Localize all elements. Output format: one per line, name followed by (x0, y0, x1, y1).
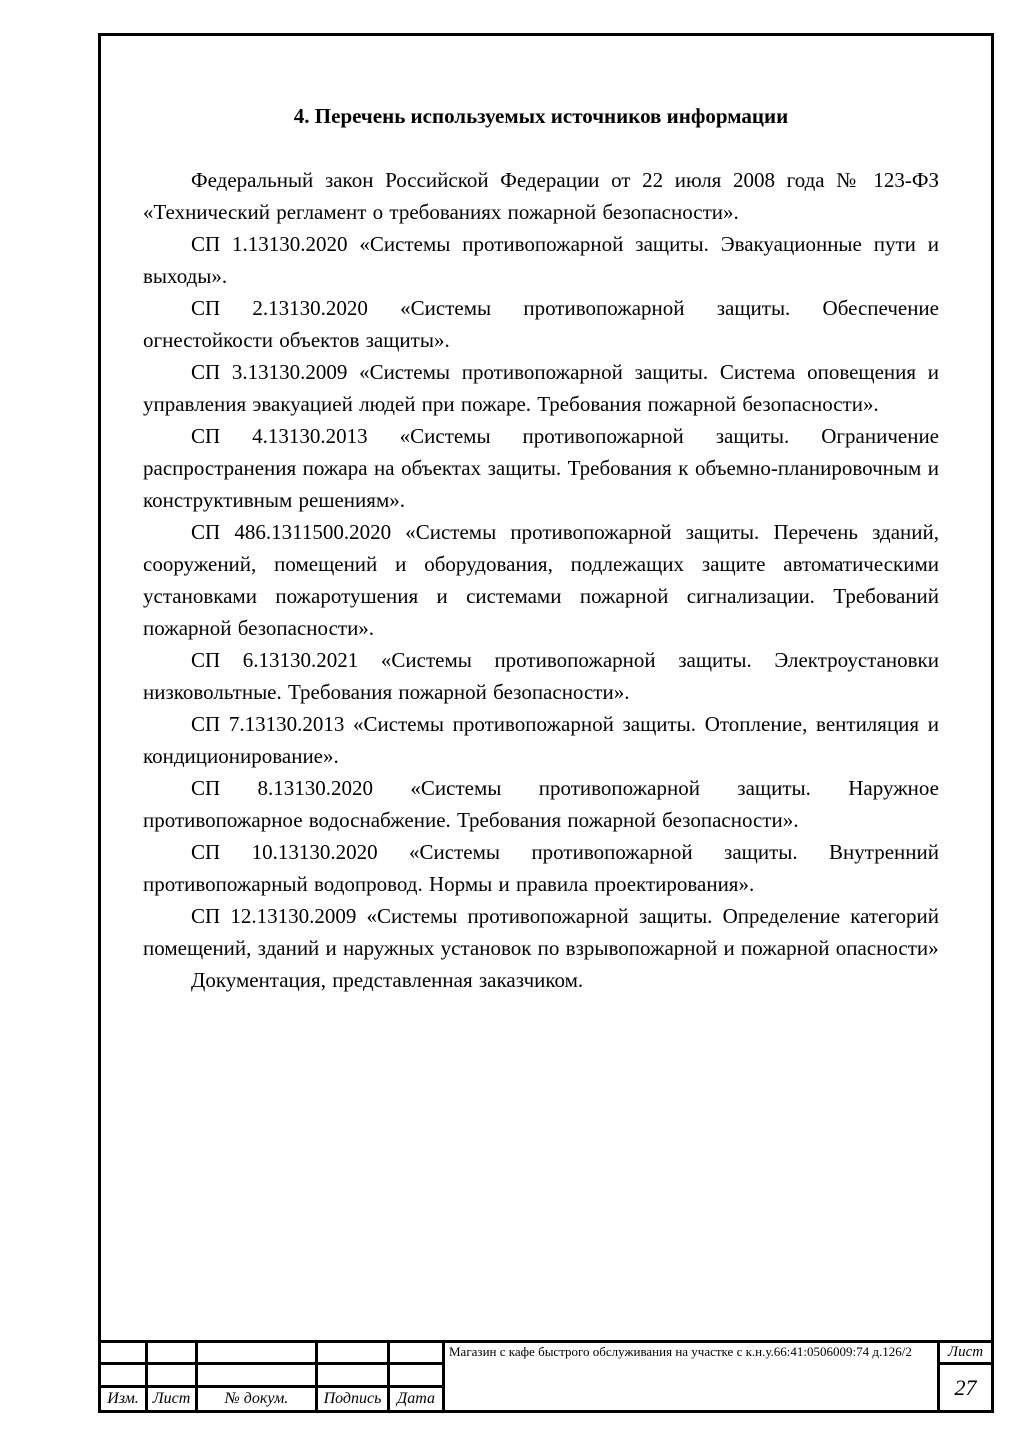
source-paragraph: Документация, представленная заказчиком. (191, 968, 584, 992)
sources-list (143, 164, 939, 996)
titleblock-label-list: Лист (148, 1388, 195, 1410)
page-number: 27 (940, 1365, 991, 1410)
source-paragraph: СП 486.1311500.2020 «Системы противопожарной защиты. Перечень зданий, сооружений, помещений и оборудования, подлежащих защите автоматическими установками пожаротушения и системами пожарной сигнализации. Требований пожарной безопасности». (143, 520, 939, 640)
source-paragraph: СП 1.13130.2020 «Системы противопожарной защиты. Эвакуационные пути и выходы». (143, 232, 939, 288)
titleblock-empty-cell (198, 1343, 315, 1362)
section-heading: 4. Перечень используемых источников информации (293, 104, 789, 128)
page-frame (98, 33, 994, 1413)
source-paragraph: Федеральный закон Российской Федерации от 22 июля 2008 года № 123-ФЗ «Технический регламент о требованиях пожарной безопасности». (143, 168, 939, 224)
source-paragraph: СП 3.13130.2009 «Системы противопожарной защиты. Система оповещения и управления эвакуацией людей при пожаре. Требования пожарной безопасности». (143, 360, 939, 416)
titleblock-empty-cell (318, 1365, 387, 1385)
titleblock-label-podpis: Подпись (318, 1388, 387, 1410)
source-paragraph: СП 6.13130.2021 «Системы противопожарной защиты. Электроустановки низковольтные. Требования пожарной безопасности». (143, 648, 939, 704)
titleblock-project-title: Магазин с кафе быстрого обслуживания на участке с к.н.у.66:41:0506009:74 д.126/2 (445, 1343, 937, 1410)
source-paragraph: СП 7.13130.2013 «Системы противопожарной защиты. Отопление, вентиляция и кондиционирование». (143, 712, 939, 768)
titleblock-empty-cell (318, 1343, 387, 1362)
titleblock-empty-cell (198, 1365, 315, 1385)
source-paragraph: СП 4.13130.2013 «Системы противопожарной защиты. Ограничение распространения пожара на объектах защиты. Требования к объемно-планировочным и конструктивным решениям». (143, 424, 939, 512)
source-paragraph: СП 2.13130.2020 «Системы противопожарной защиты. Обеспечение огнестойкости объектов защиты». (143, 296, 939, 352)
titleblock-label-izm: Изм. (101, 1388, 145, 1410)
titleblock-label-dokum: № докум. (198, 1388, 315, 1410)
titleblock-empty-cell (101, 1343, 145, 1362)
source-paragraph: СП 12.13130.2009 «Системы противопожарной защиты. Определение категорий помещений, зданий и наружных установок по взрывопожарной и пожарной опасности» (143, 904, 939, 960)
titleblock-empty-cell (148, 1343, 195, 1362)
titleblock-empty-cell (390, 1343, 442, 1362)
titleblock-empty-cell (148, 1365, 195, 1385)
gost-title-block (98, 1340, 994, 1413)
titleblock-empty-cell (390, 1365, 442, 1385)
titleblock-label-data: Дата (390, 1388, 442, 1410)
titleblock-empty-cell (101, 1365, 145, 1385)
titleblock-sheet-label: Лист (940, 1343, 991, 1362)
document-body (101, 36, 991, 996)
source-paragraph: СП 10.13130.2020 «Системы противопожарной защиты. Внутренний противопожарный водопровод. Нормы и правила проектирования». (143, 840, 939, 896)
source-paragraph: СП 8.13130.2020 «Системы противопожарной защиты. Наружное противопожарное водоснабжение. Требования пожарной безопасности». (143, 776, 939, 832)
